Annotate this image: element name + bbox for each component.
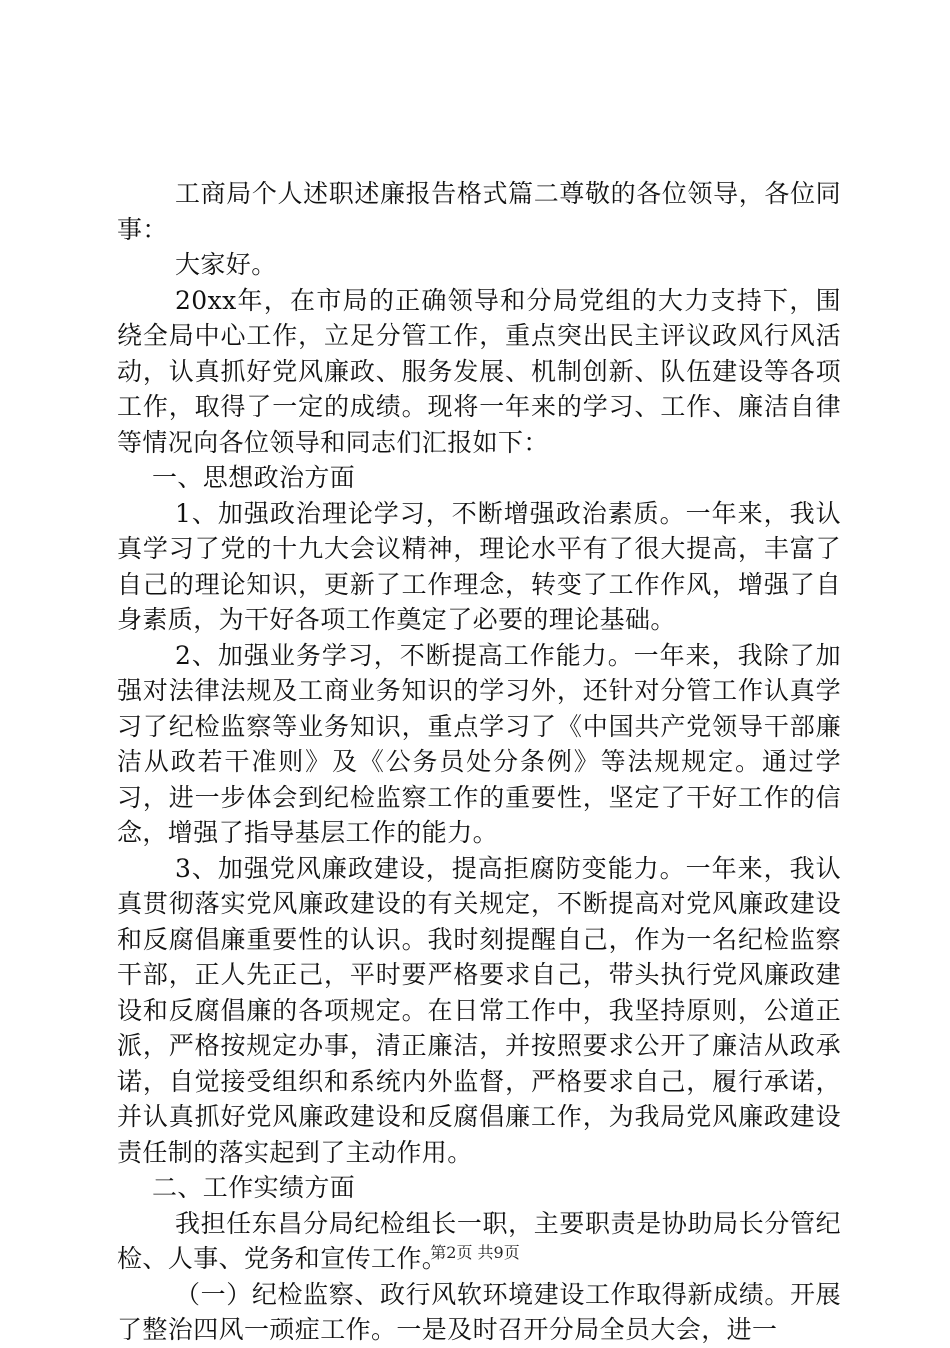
paragraph-intro: 20xx年，在市局的正确领导和分局党组的大力支持下，围绕全局中心工作，立足分管工作，重点突出民主评议政风行风活动，认真抓好党风廉政、服务发展、机制创新、队伍建设等各项工作，取得了一定的成绩。现将一年来的学习、工作、廉洁自律等情况向各位领导和同志们汇报如下： (117, 285, 841, 457)
paragraph-hello: 大家好。 (175, 250, 277, 279)
paragraph-discipline: （一）纪检监察、政行风软环境建设工作取得新成绩。开展了整治四风一顽症工作。一是及时召开分局全员大会，进一 (117, 1279, 841, 1344)
page-footer: 第2页 共9页 (430, 1243, 520, 1262)
paragraph-business-study: 2、加强业务学习，不断提高工作能力。一年来，我除了加强对法律法规及工商业务知识的学习外，还针对分管工作认真学习了纪检监察等业务知识，重点学习了《中国共产党领导干部廉洁从政若干准则》及《公务员处分条例》等法规规定。通过学习，进一步体会到纪检监察工作的重要性，坚定了干好工作的信念，增强了指导基层工作的能力。 (117, 640, 841, 847)
paragraph-theory-study: 1、加强政治理论学习，不断增强政治素质。一年来，我认真学习了党的十九大会议精神，理论水平有了很大提高，丰富了自己的理论知识，更新了工作理念，转变了工作作风，增强了自身素质，为干好各项工作奠定了必要的理论基础。 (117, 498, 841, 634)
heading-ideology: 一、思想政治方面 (152, 463, 356, 492)
paragraph-integrity: 3、加强党风廉政建设，提高拒腐防变能力。一年来，我认真贯彻落实党风廉政建设的有关规定，不断提高对党风廉政建设和反腐倡廉重要性的认识。我时刻提醒自己，作为一名纪检监察干部，正人先正己，平时要严格要求自己，带头执行党风廉政建设和反腐倡廉的各项规定。在日常工作中，我坚持原则，公道正派，严格按规定办事，清正廉洁，并按照要求公开了廉洁从政承诺，自觉接受组织和系统内外监督，严格要求自己，履行承诺，并认真抓好党风廉政建设和反腐倡廉工作，为我局党风廉政建设责任制的落实起到了主动作用。 (117, 853, 841, 1167)
paragraph-duties: 我担任东昌分局纪检组长一职，主要职责是协助局长分管纪检、人事、党务和宣传工作。 (117, 1208, 841, 1273)
paragraph-title-greeting: 工商局个人述职述廉报告格式篇二尊敬的各位领导，各位同事： (117, 179, 841, 244)
heading-achievements: 二、工作实绩方面 (152, 1173, 356, 1202)
document-body (117, 176, 841, 1348)
